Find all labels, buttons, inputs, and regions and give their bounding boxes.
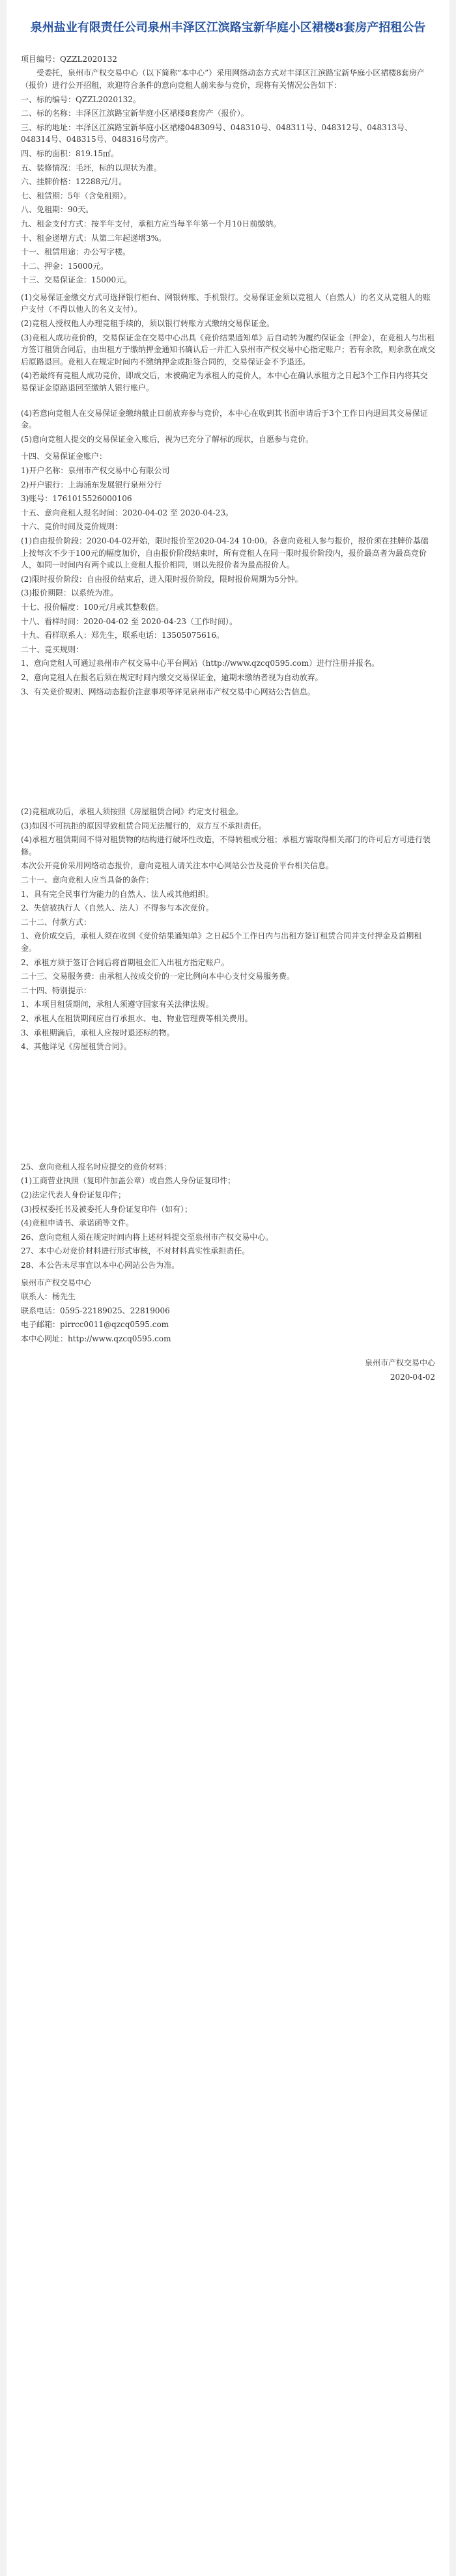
list-item: 九、租金支付方式：按半年支付，承租方应当每半年第一个月10日前缴纳。 (21, 219, 281, 228)
list-item: (3)竞租人成功竞价的，交易保证金在交易中心出具《竞价结果通知单》后自动转为履约保证金（押金），在竞租人与出租方签订租赁合同后，由出租方于缴纳押金通知书确认后一并汇入泉州市产权交易中心指定账户；若有余款，则余款在成交后原路退回。竞租人在规定时间内不缴纳押金或拒签合同的，交易保证金不予退还。 (21, 333, 436, 366)
list-item: (1)工商营业执照（复印件加盖公章）或自然人身份证复印件； (21, 1176, 236, 1186)
list-item: 三、标的地址：丰泽区江滨路宝新华庭小区裙楼048309号、048310号、048311号、048312号、048313号、048314号、048315号、048316号房产。 (21, 122, 413, 144)
list-item: (2)限时报价阶段：自由报价结束后，进入限时报价阶段，限时报价周期为5分钟。 (21, 574, 303, 584)
section-d (21, 1161, 435, 1272)
list-item: 28、本公告未尽事宜以本中心网站公告为准。 (21, 1260, 180, 1270)
contact-phone: 联系电话：0595-22189025、22819006 (21, 1306, 170, 1315)
list-item: 十二、押金：15000元。 (21, 261, 109, 271)
list-item: 26、意向竞租人须在规定时间内将上述材料提交至泉州市产权交易中心。 (21, 1232, 274, 1242)
list-item: (4)若意向竞租人在交易保证金缴纳截止日前放弃参与竞价，本中心在收到其书面申请后于3个工作日内退回其交易保证金。 (21, 408, 428, 430)
contact-site-label: 本中心网址： (21, 1334, 68, 1343)
list-item: 二十一、意向竞租人应当具备的条件： (21, 875, 154, 885)
announcement-document (7, 0, 449, 2576)
list-item: 1、竞价成交后，承租人须在收到《竞价结果通知单》之日起5个工作日内与出租方签订租赁合同并支付押金及首期租金。 (21, 931, 422, 953)
deposit-rules-2 (21, 407, 435, 446)
list-item: 二十四、特别提示： (21, 985, 92, 995)
contact-site-link[interactable]: http://www.qzcq0595.com (68, 1334, 171, 1343)
list-item: 十、租金递增方式：从第二年起递增3%。 (21, 233, 167, 243)
section-b (21, 450, 435, 698)
contact-site (21, 1333, 435, 1345)
list-item: 十六、竞价时间及竞价规则： (21, 522, 123, 532)
list-item: (3)如因不可抗拒的原因导致租赁合同无法履行的，双方互不承担责任。 (21, 821, 267, 830)
list-item: 十八、看样时间：2020-04-02 至 2020-04-23（工作时间）。 (21, 616, 238, 626)
sign-date: 2020-04-02 (390, 1373, 435, 1382)
list-item: 本次公开竞价采用网络动态报价，意向竞租人请关注本中心网站公告及竞价平台相关信息。 (21, 861, 334, 871)
list-item: 1)开户名称：泉州市产权交易中心有限公司 (21, 466, 170, 476)
list-item: 四、标的面积：819.15㎡。 (21, 148, 119, 158)
list-item: 二、标的名称：丰泽区江滨路宝新华庭小区裙楼8套房产（报价）。 (21, 109, 249, 118)
list-item: (2)法定代表人身份证复印件； (21, 1190, 126, 1199)
list-item: 二十三、交易服务费：由承租人按成交价的一定比例向本中心支付交易服务费。 (21, 972, 295, 981)
page-title: 泉州盐业有限责任公司泉州丰泽区江滨路宝新华庭小区裙楼8套房产招租公告 (30, 21, 426, 34)
list-item: (5)意向竞租人提交的交易保证金入账后，视为已充分了解标的现状，自愿参与竞价。 (21, 434, 314, 444)
list-item: 1、具有完全民事行为能力的自然人、法人或其他组织。 (21, 889, 214, 899)
list-item: 十七、报价幅度：100元/月或其整数倍。 (21, 602, 164, 612)
list-item: 2、失信被执行人（自然人、法人）不得参与本次竞价。 (21, 903, 214, 913)
list-item: 1、本项目租赁期间，承租人须遵守国家有关法律法规。 (21, 1000, 214, 1009)
list-item: (4)若最终有竞租人成功竞价，即成交后，未被确定为承租人的竞价人，本中心在确认承租方之日起3个工作日内将其交易保证金原路退回至缴纳人银行账户。 (21, 371, 428, 393)
list-item: (3)授权委托书及被委托人身份证复印件（如有）； (21, 1204, 192, 1214)
list-item: (1)自由报价阶段：2020-04-02开始，限时报价至2020-04-24 10:00。各意向竞租人参与报价，报价须在挂牌价基础上按每次不少于100元的幅度加价，自由报价阶段结束时，所有竞租人在同一限时报价阶段内，报价最高者为最高竞价人，如同一时间内有两个或以上竞租人报价相同，则以先报价者为最高报价人。 (21, 536, 429, 570)
section-a (21, 94, 435, 286)
list-item: 一、标的编号：QZZL2020132。 (21, 94, 141, 104)
contact-block (21, 1277, 435, 1345)
list-item: (2)竞租人授权他人办理竞租手续的，须以银行转账方式缴纳交易保证金。 (21, 319, 275, 329)
list-item: 二十二、付款方式： (21, 917, 92, 927)
list-item: 2)开户银行：上海浦东发展银行泉州分行 (21, 480, 162, 489)
list-item: (1)交易保证金缴交方式可选择银行柜台、网银转账、手机银行。交易保证金须以竞租人（自然人）的名义从竞租人的账户支付（不得以他人的名义支付）。 (21, 292, 431, 314)
list-item: (4)承租方租赁期间不得对租赁物的结构进行破坏性改造，不得转租或分租；承租方需取得相关部门的许可后方可进行装修。 (21, 835, 431, 856)
list-item: 十一、租赁用途：办公写字楼。 (21, 247, 131, 257)
list-item: 十九、看样联系人：郑先生，联系电话：13505075616。 (21, 631, 224, 640)
list-item: 六、挂牌价格：12288元/月。 (21, 177, 127, 187)
list-item: 3、有关竞价规则、网络动态报价注意事项等详见泉州市产权交易中心网站公告信息。 (21, 687, 315, 696)
list-item: 3、承租期满后，承租人应按时退还标的物。 (21, 1028, 175, 1037)
project-number: 项目编号：QZZL2020132 (21, 54, 117, 64)
contact-person: 联系人：杨先生 (21, 1292, 76, 1302)
list-item: (3)报价期限：以系统为准。 (21, 588, 118, 598)
section-c (21, 806, 435, 1053)
list-item: 2、意向竞租人在报名后须在规定时间内缴交交易保证金，逾期未缴纳者视为自动放弃。 (21, 672, 323, 682)
list-item: (2)竞租成功后，承租人须按照《房屋租赁合同》约定支付租金。 (21, 807, 244, 817)
list-item: 3)账号：1761015526000106 (21, 494, 132, 504)
list-item: (4)竞租申请书、承诺函等文件。 (21, 1218, 134, 1228)
deposit-rules (21, 292, 435, 394)
list-item: 十五、意向竞租人报名时间：2020-04-02 至 2020-04-23。 (21, 508, 234, 517)
list-item: 二十、竞买规则： (21, 644, 84, 654)
contact-email: 电子邮箱：pirrcc0011@qzcq0595.com (21, 1320, 169, 1330)
list-item: 1、意向竞租人可通过泉州市产权交易中心平台网站（http://www.qzcq0595.com）进行注册并报名。 (21, 659, 380, 668)
list-item: 七、租赁期：5年（含免租期）。 (21, 191, 132, 200)
list-item: 十三、交易保证金：15000元。 (21, 275, 132, 285)
list-item: 八、免租期：90天。 (21, 205, 94, 215)
list-item: 25、意向竞租人报名时应提交的竞价材料： (21, 1162, 172, 1172)
list-item: 4、其他详见《房屋租赁合同》。 (21, 1042, 132, 1052)
contact-center: 泉州市产权交易中心 (21, 1278, 92, 1287)
sign-org: 泉州市产权交易中心 (364, 1358, 435, 1367)
intro-paragraph: 受委托，泉州市产权交易中心（以下简称“本中心”）采用网络动态方式对丰泽区江滨路宝新华庭小区裙楼8套房产（报价）进行公开招租，欢迎符合条件的意向竞租人前来参与竞价，现将有关情况公告如下： (21, 68, 425, 90)
list-item: 2、承租人在租赁期间应自行承担水、电、物业管理费等相关费用。 (21, 1014, 253, 1024)
list-item: 十四、交易保证金账户： (21, 452, 107, 461)
list-item: 五、装修情况：毛坯，标的以现状为准。 (21, 163, 162, 172)
signature-block (21, 1357, 435, 1384)
list-item: 27、本中心对竞价材料进行形式审核，不对材料真实性承担责任。 (21, 1246, 250, 1256)
list-item: 2、承租方须于签订合同后将首期租金汇入出租方指定账户。 (21, 957, 229, 967)
